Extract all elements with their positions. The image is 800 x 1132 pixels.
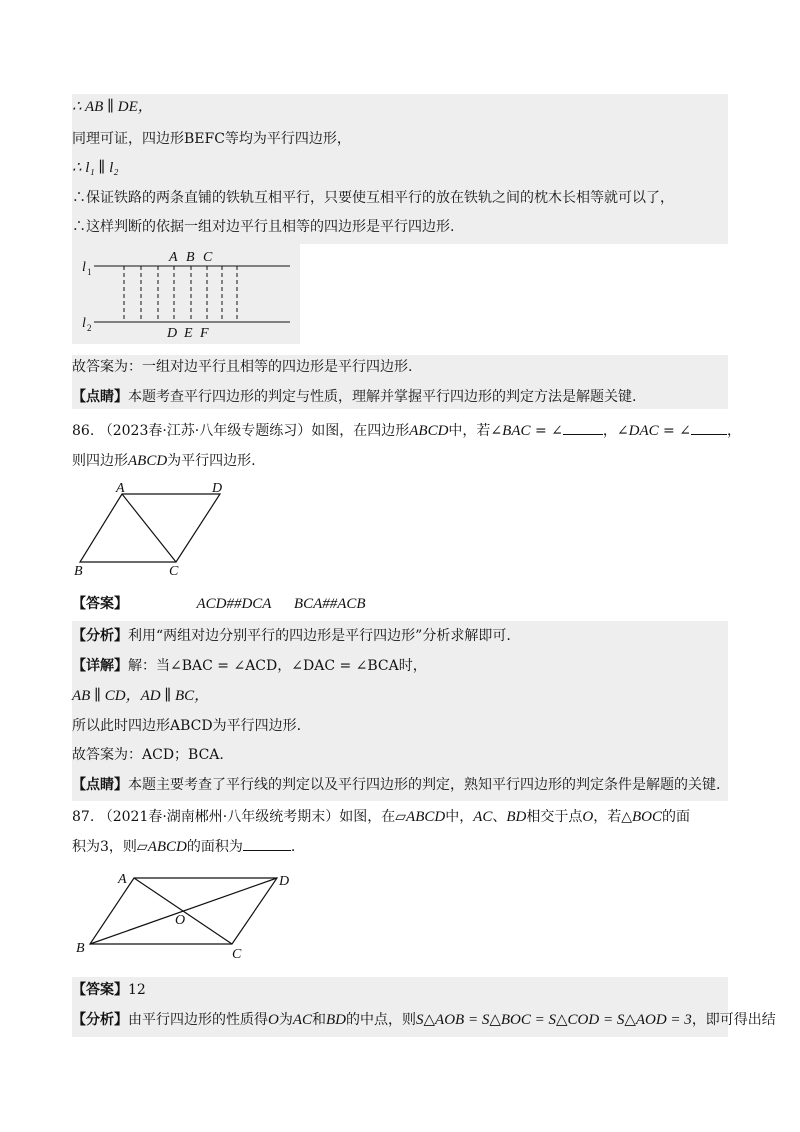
q87-stem-a: 如图，在▱: [339, 809, 407, 825]
q86-abcd-2: ABCD: [128, 453, 168, 469]
q87-analysis-o: O: [268, 1012, 279, 1028]
label-A: A: [169, 250, 178, 265]
sec85-line-5: ∴这样判断的依据一组对边平行且相等的四边形是平行四边形.: [72, 219, 455, 235]
q86-stem-f: ，: [726, 423, 741, 439]
sec85-comment: [72, 387, 728, 407]
q86-detail-4: 故答案为：ACD；BCA.: [72, 747, 224, 763]
label-F: F: [200, 326, 209, 341]
answer-tag: 【答案】: [72, 982, 128, 998]
q86-number: 86.: [72, 423, 95, 439]
q87-line2-c: .: [290, 839, 296, 855]
quad-abcd: [80, 494, 220, 562]
comment-tag: 【点睛】: [72, 777, 128, 793]
diagonal-bd: [90, 878, 277, 944]
analysis-tag: 【分析】: [72, 1012, 128, 1028]
q87-bd: BD: [506, 809, 527, 825]
q87-analysis-b: 为: [278, 1012, 293, 1028]
label-E: E: [184, 326, 193, 341]
label-l1-sub: 1: [87, 267, 92, 277]
diagonal-ac: [122, 494, 176, 562]
answer-tag: 【答案】: [72, 596, 128, 612]
q86-analysis-text: 利用“两组对边分别平行的四边形是平行四边形”分析求解即可.: [128, 628, 511, 644]
q86-detail-3: 所以此时四边形ABCD为平行四边形.: [72, 718, 302, 734]
comment-tag: 【点睛】: [72, 389, 128, 405]
q86-comment: [72, 775, 728, 795]
analysis-tag: 【分析】: [72, 628, 128, 644]
q86-analysis: [72, 626, 728, 646]
label-B: B: [186, 250, 195, 265]
q87-source: （2021春·湖南郴州·八年级统考期末）: [98, 809, 340, 825]
sec85-line-2: 同理可证，四边形BEFC等均为平行四边形，: [72, 131, 351, 147]
q86-figure: [72, 482, 242, 582]
q86-detail-2: AB ∥ CD，AD ∥ BC，: [72, 688, 210, 704]
label-l2: l: [82, 316, 86, 331]
q86-source: （2023春·江苏·八年级专题练习）: [98, 423, 312, 439]
label-C: C: [203, 250, 213, 265]
q87-area-expression: S△AOB = S△BOC = S△COD = S△AOD = 3: [416, 1012, 692, 1028]
q87-analysis-a: 由平行四边形的性质得: [128, 1012, 268, 1028]
q86-stem-e: = ∠: [658, 423, 691, 439]
sleeper-lines: [124, 266, 237, 322]
q87-analysis-d: 的中点，则: [346, 1012, 417, 1028]
q87-o: O: [582, 809, 594, 825]
q86-comment-text: 本题主要考查了平行线的判定以及平行四边形的判定，熟知平行四边形的判定条件是解题的关键.: [128, 777, 721, 793]
q87-abcd-2: ABCD: [147, 839, 187, 855]
q86-label-C: C: [169, 564, 179, 579]
q87-stem-d: 相交于点: [526, 809, 583, 825]
q87-analysis-ac: AC: [292, 1012, 313, 1028]
sec85-answer: 故答案为：一组对边平行且相等的四边形是平行四边形.: [72, 359, 413, 375]
q87-answer-value: 12: [128, 982, 146, 998]
railway-figure: [72, 244, 302, 344]
q86-stem-c: = ∠: [530, 423, 563, 439]
q87-stem-f: 的面: [662, 809, 690, 825]
sec85-line-1: ∴ AB ∥ DE，: [72, 99, 153, 115]
q87-stem-c: 、: [492, 809, 507, 825]
q86-label-B: B: [74, 564, 83, 579]
q87-figure: [72, 866, 312, 966]
q86-blank-2[interactable]: [691, 420, 727, 435]
q86-stem-line2-a: 则四边形: [72, 453, 128, 469]
q86-stem-line2: [72, 451, 728, 471]
q87-boc: BOC: [632, 809, 662, 825]
q86-answer-1: ACD##DCA: [196, 596, 272, 612]
q86-stem-line2-b: 为平行四边形.: [167, 453, 256, 469]
sec85-line-3: ∴ l₁ ∥ l₂: [72, 160, 119, 176]
q86-blank-1[interactable]: [563, 420, 603, 435]
q87-label-D: D: [279, 874, 290, 889]
q87-analysis-c: 和: [312, 1012, 327, 1028]
q87-ac: AC: [473, 809, 493, 825]
q87-analysis-bd: BD: [326, 1012, 347, 1028]
q86-label-D: D: [212, 482, 223, 496]
sec85-line-4: ∴保证铁路的两条直铺的铁轨互相平行，只要使互相平行的放在铁轨之间的枕木长相等就可以了，: [72, 190, 674, 206]
q87-line2-a: 积为3，则▱: [72, 839, 148, 855]
q86-answer: [72, 594, 728, 614]
q86-abcd: ABCD: [409, 423, 449, 439]
label-l1: l: [82, 260, 86, 275]
q87-blank[interactable]: [243, 836, 291, 851]
q87-answer: [72, 980, 728, 1000]
comment-text: 本题考查平行四边形的判定与性质，理解并掌握平行四边形的判定方法是解题关键.: [128, 389, 637, 405]
q86-detail-1-text: 解：当∠BAC = ∠ACD，∠DAC = ∠BCA时，: [128, 658, 427, 674]
q87-stem-b: 中，: [445, 809, 474, 825]
q86-answer-2: BCA##ACB: [293, 596, 366, 612]
q87-analysis-e: ，即可得出结: [691, 1012, 776, 1028]
q87-label-A: A: [118, 872, 127, 887]
q86-stem-a: 如图，在四边形: [311, 423, 410, 439]
q87-abcd: ABCD: [406, 809, 446, 825]
q86-stem-d: ，∠: [602, 423, 629, 439]
detail-tag: 【详解】: [72, 658, 128, 674]
label-l2-sub: 2: [87, 323, 92, 333]
q86-stem-line1: [72, 420, 741, 441]
q86-bac: BAC: [502, 423, 531, 439]
q87-label-B: B: [76, 941, 85, 956]
q86-dac: DAC: [628, 423, 659, 439]
q87-number: 87.: [72, 809, 95, 825]
q86-stem-b: 中，若∠: [448, 423, 503, 439]
q86-detail-1: [72, 656, 728, 676]
q87-line2-b: 的面积为: [186, 839, 243, 855]
q87-analysis: [72, 1010, 776, 1030]
q87-label-O: O: [175, 913, 186, 928]
label-D: D: [167, 326, 178, 341]
q87-stem-line1: [72, 807, 728, 827]
q87-stem-line2: [72, 836, 728, 857]
q86-solution-shade: [72, 621, 728, 801]
q87-label-C: C: [232, 947, 242, 962]
q86-label-A: A: [116, 482, 125, 496]
q87-stem-e: ，若△: [593, 809, 632, 825]
